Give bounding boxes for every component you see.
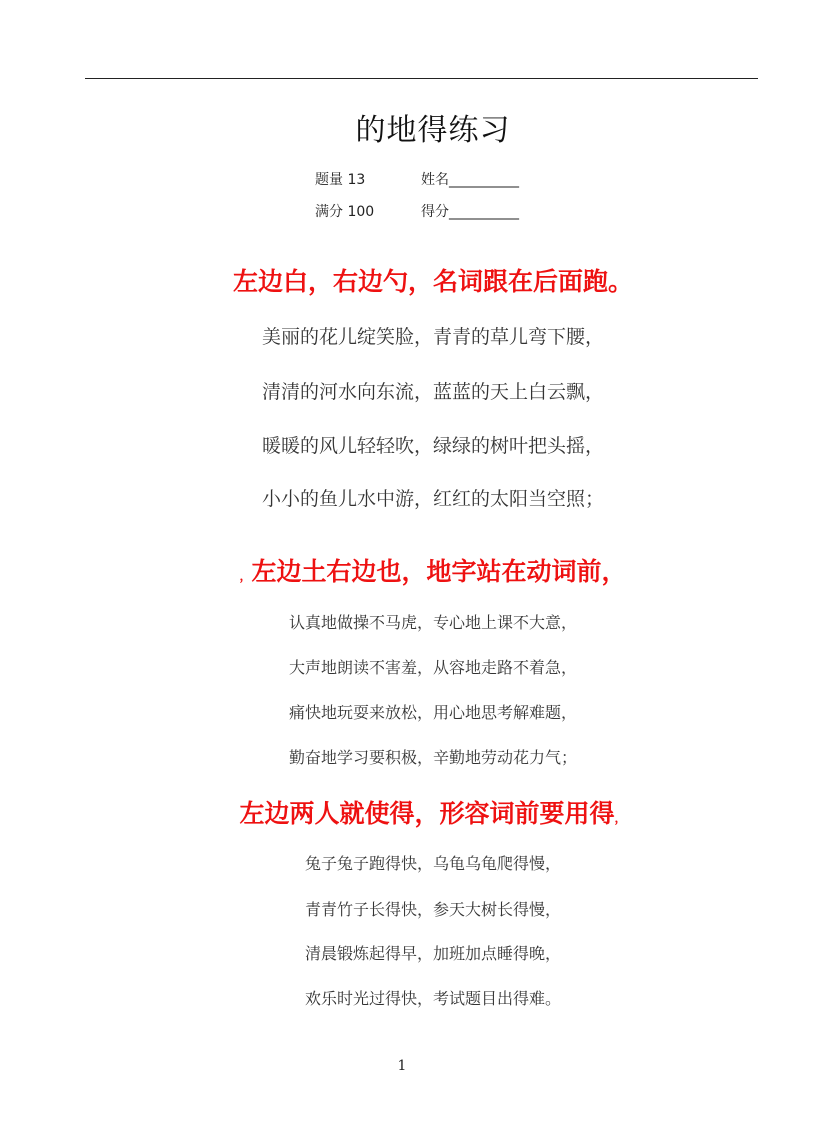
rhyme-line: 暖暖的风儿轻轻吹，绿绿的树叶把头摇， [261, 435, 604, 457]
section-heading-di [0, 552, 832, 588]
score-field: 得分__________ [421, 204, 519, 220]
section-heading-de [0, 262, 832, 298]
section-heading-text: 左边土右边也，地字站在动词前， [251, 557, 627, 586]
name-field: 姓名__________ [421, 172, 519, 188]
section-heading-suffix: ， [614, 811, 627, 825]
section-heading-prefix: ， [239, 569, 252, 583]
rhyme-line: 清清的河水向东流，蓝蓝的天上白云飘， [261, 381, 604, 403]
rhyme-line: 小小的鱼儿水中游，红红的太阳当空照； [261, 488, 604, 510]
full-score: 满分 100 [315, 204, 375, 220]
rhyme-line: 兔子兔子跑得快，乌龟乌龟爬得慢， [304, 854, 561, 873]
rhyme-line: 美丽的花儿绽笑脸，青青的草儿弯下腰， [261, 326, 604, 348]
rhyme-line: 欢乐时光过得快，考试题目出得难。 [304, 989, 561, 1008]
rhyme-line: 清晨锻炼起得早，加班加点睡得晚， [304, 944, 561, 963]
page-title: 的地得练习 [355, 113, 511, 148]
header-rule [85, 78, 758, 79]
question-count: 题量 13 [315, 172, 366, 188]
section-heading-de2 [0, 794, 832, 830]
rhyme-line: 痛快地玩耍来放松，用心地思考解难题， [288, 703, 577, 722]
rhyme-line: 青青竹子长得快，参天大树长得慢， [304, 900, 561, 919]
section-heading-text: 左边白，右边勺，名词跟在后面跑。 [232, 267, 633, 296]
page-number: 1 [397, 1058, 407, 1074]
rhyme-line: 大声地朗读不害羞，从容地走路不着急， [288, 658, 577, 677]
section-heading-text: 左边两人就使得，形容词前要用得 [239, 799, 615, 828]
rhyme-line: 勤奋地学习要积极，辛勤地劳动花力气； [288, 748, 577, 767]
rhyme-line: 认真地做操不马虎，专心地上课不大意， [288, 613, 577, 632]
